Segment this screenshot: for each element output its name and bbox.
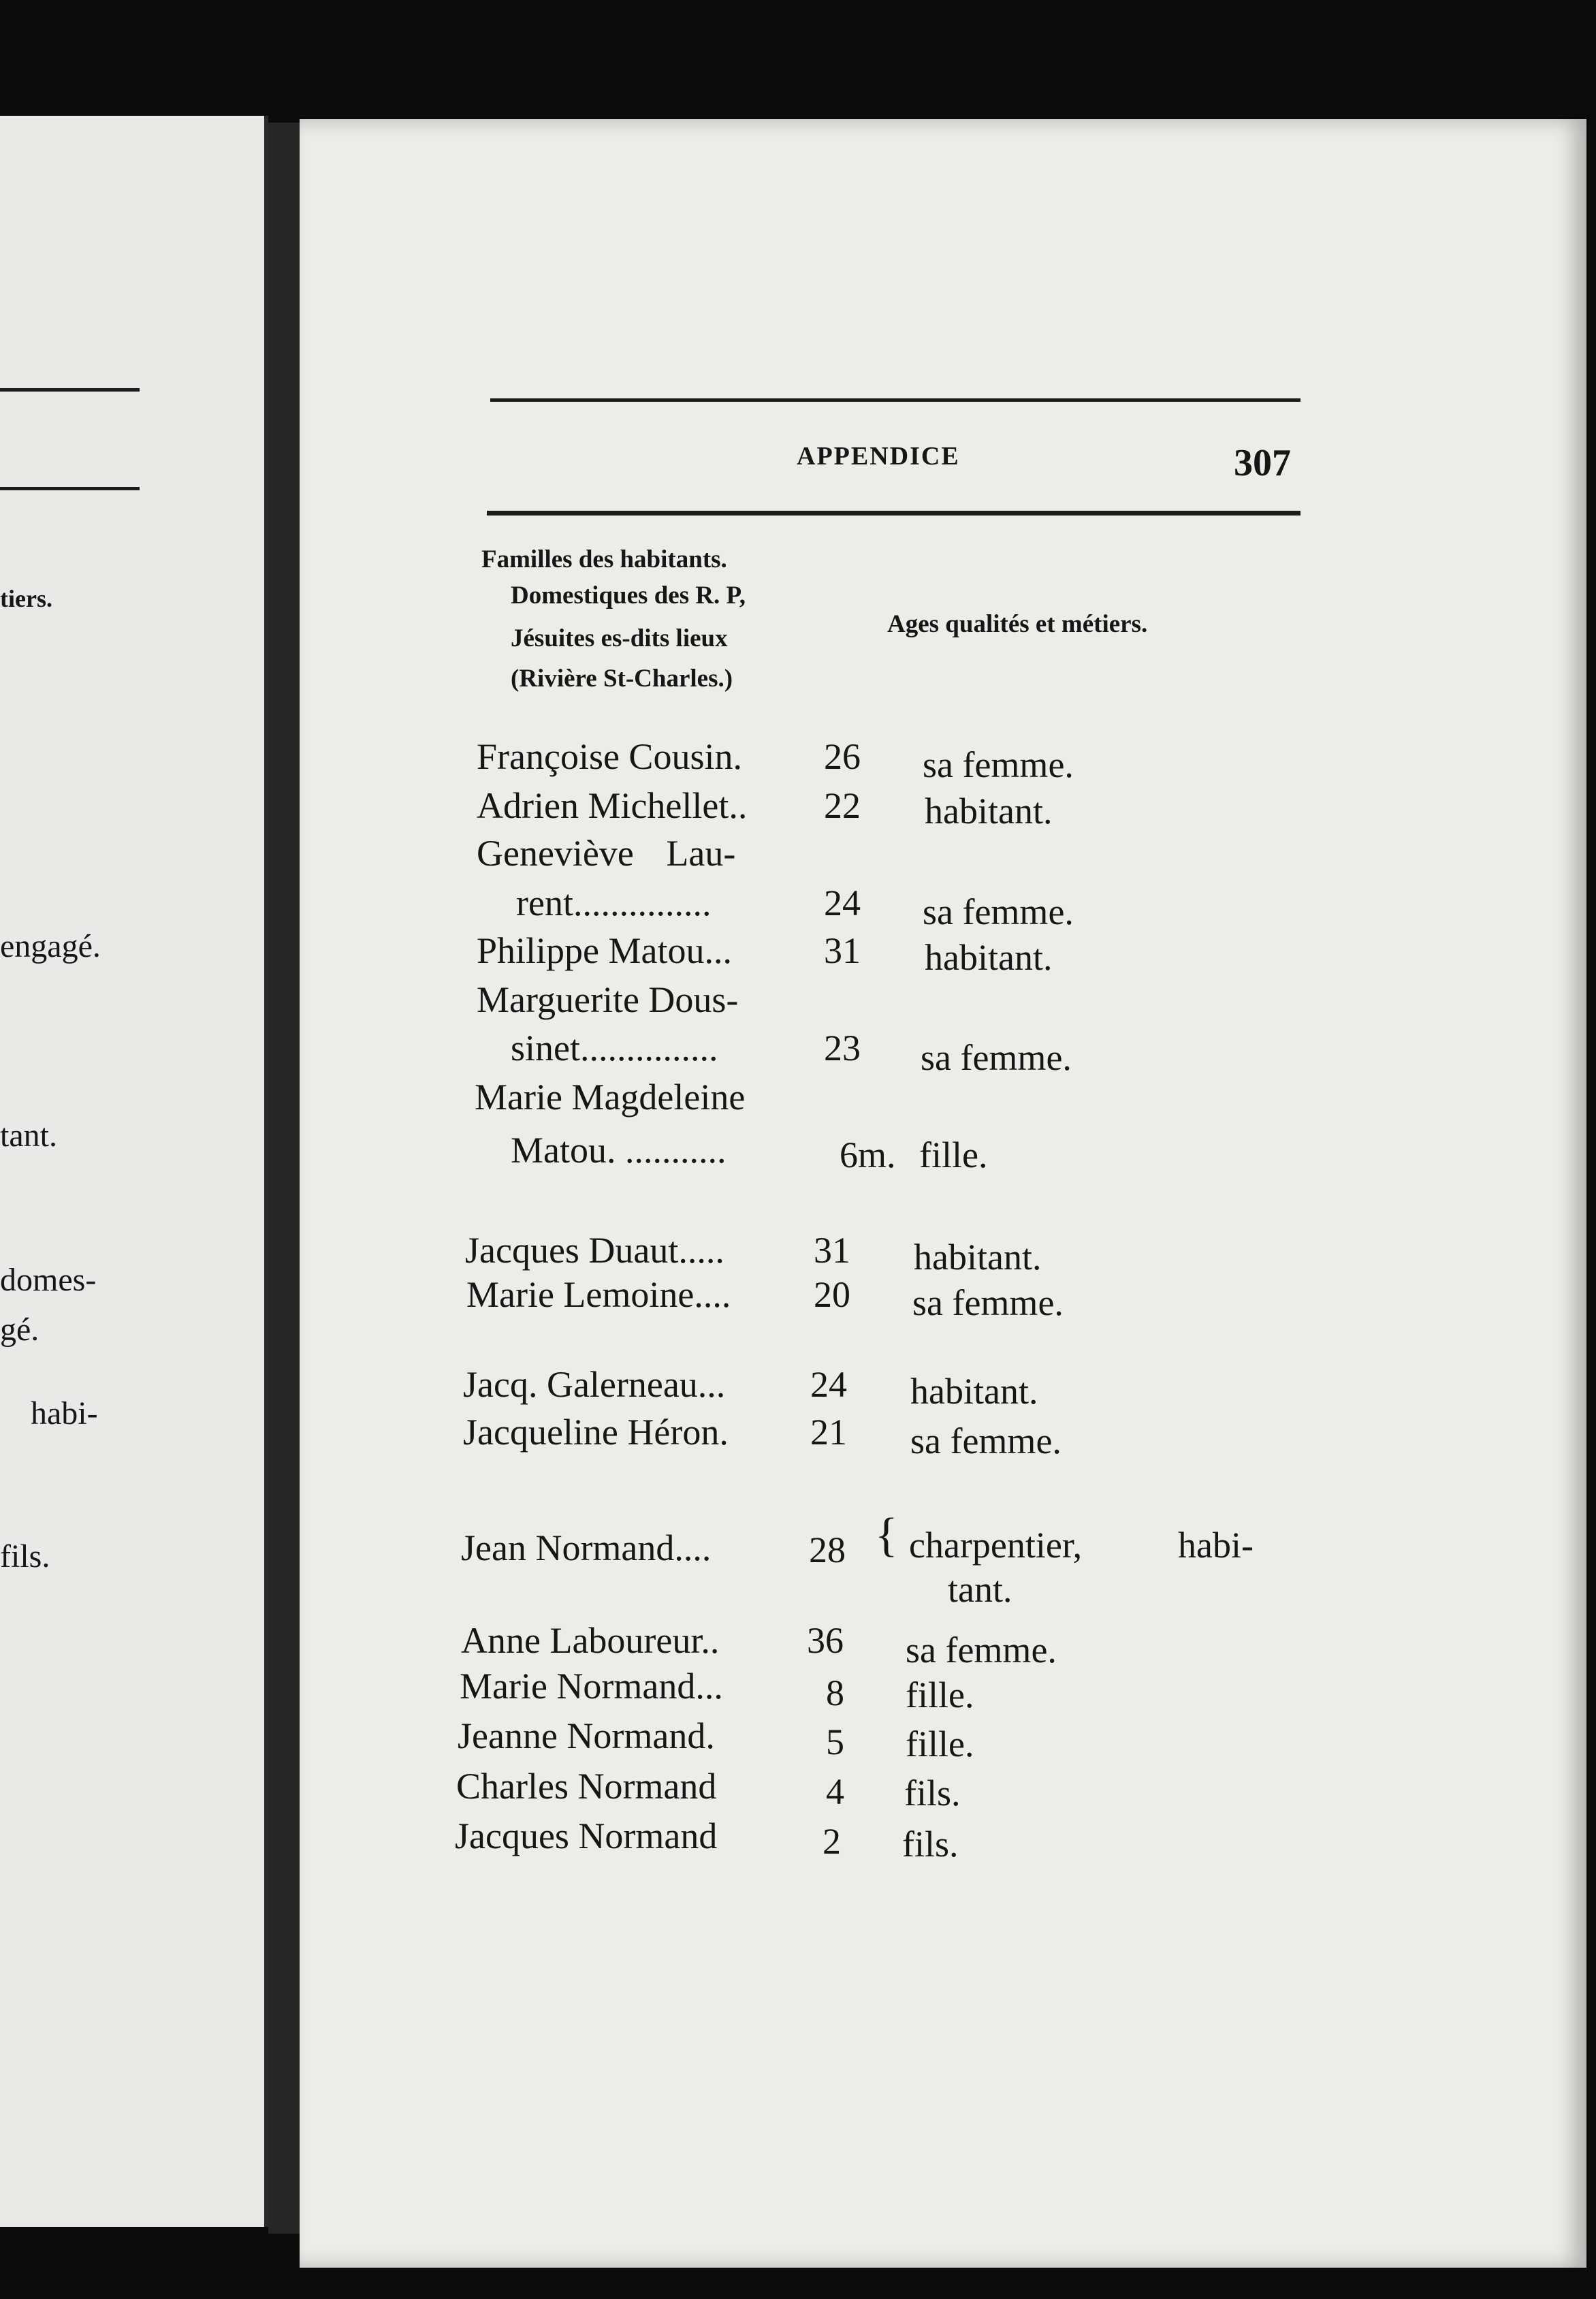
entry-name: Marie Normand... xyxy=(460,1666,723,1707)
left-page xyxy=(0,116,268,2227)
entry-age: 24 xyxy=(810,1364,847,1405)
families-heading-line: Domestiques des R. P, xyxy=(511,582,746,609)
ages-heading: Ages qualités et métiers. xyxy=(887,610,1148,638)
entry-name: rent............... xyxy=(516,883,712,923)
entry-age: 26 xyxy=(824,736,861,777)
entry-age: 5 xyxy=(826,1722,844,1762)
entry-name: Marie Magdeleine xyxy=(475,1077,746,1117)
left-rule-bottom xyxy=(0,487,140,490)
entry-name: Françoise Cousin. xyxy=(477,736,742,777)
entry-role: habitant. xyxy=(914,1237,1042,1278)
entry-name: Jean Normand.... xyxy=(461,1527,712,1568)
left-fragment: engagé. xyxy=(0,928,101,964)
entry-name: Marguerite Dous- xyxy=(477,979,739,1020)
entry-age: 36 xyxy=(807,1620,844,1661)
left-fragment: habi- xyxy=(31,1395,98,1431)
entry-role: sa femme. xyxy=(912,1282,1064,1323)
entry-role: sa femme. xyxy=(921,1037,1072,1078)
entry-role-continuation: tant. xyxy=(948,1569,1012,1610)
entry-role: habitant. xyxy=(925,791,1053,831)
entry-name: Marie Lemoine.... xyxy=(466,1274,731,1315)
entry-name: Anne Laboureur.. xyxy=(461,1620,720,1661)
brace-icon: { xyxy=(875,1509,898,1561)
left-fragment: tiers. xyxy=(0,585,52,612)
entry-role-extra: habi- xyxy=(1178,1525,1254,1566)
entry-age: 31 xyxy=(814,1230,850,1271)
entry-role: habitant. xyxy=(925,937,1053,978)
entry-role: sa femme. xyxy=(906,1630,1057,1670)
entry-role: fille. xyxy=(919,1135,988,1175)
entry-age: 23 xyxy=(824,1028,861,1068)
entry-role: charpentier, xyxy=(909,1525,1083,1566)
entry-name: Jacq. Galerneau... xyxy=(463,1364,726,1405)
entry-role: habitant. xyxy=(910,1371,1038,1412)
entry-age: 31 xyxy=(824,930,861,971)
entry-name: Jacques Duaut..... xyxy=(465,1230,724,1271)
entry-age: 20 xyxy=(814,1274,850,1315)
entry-name: Adrien Michellet.. xyxy=(477,785,748,826)
left-fragment: gé. xyxy=(0,1312,39,1348)
left-rule-top xyxy=(0,388,140,392)
entry-role: fille. xyxy=(906,1724,974,1764)
entry-name: Jeanne Normand. xyxy=(458,1715,715,1756)
entry-role: fils. xyxy=(904,1773,961,1813)
entry-age: 2 xyxy=(823,1821,841,1862)
entry-age: 8 xyxy=(826,1672,844,1713)
left-fragment: tant. xyxy=(0,1117,57,1154)
page-number: 307 xyxy=(1234,442,1291,484)
entry-role: sa femme. xyxy=(923,891,1074,932)
families-heading-line: Jésuites es-dits lieux xyxy=(511,624,728,652)
entry-name: Matou. ........... xyxy=(511,1130,727,1171)
entry-role: fils. xyxy=(902,1824,959,1865)
entry-role: fille. xyxy=(906,1675,974,1715)
families-heading-line: Familles des habitants. xyxy=(481,545,727,573)
header-rule-top xyxy=(490,398,1300,402)
entry-age: 24 xyxy=(824,883,861,923)
entry-age: 21 xyxy=(810,1412,847,1453)
left-fragment: domes- xyxy=(0,1262,97,1298)
entry-name: Geneviève Lau- xyxy=(477,833,736,874)
entry-name: Philippe Matou... xyxy=(477,930,732,971)
entry-age: 4 xyxy=(826,1771,844,1812)
entry-name: Jacques Normand xyxy=(455,1816,718,1856)
entry-role: sa femme. xyxy=(923,744,1074,785)
running-head: APPENDICE xyxy=(797,442,960,471)
header-rule-bottom xyxy=(487,511,1300,516)
entry-age: 22 xyxy=(824,785,861,826)
entry-age: 28 xyxy=(809,1529,846,1570)
entry-role: sa femme. xyxy=(910,1421,1062,1461)
entry-name: Charles Normand xyxy=(456,1766,717,1807)
entry-name: sinet............... xyxy=(511,1028,718,1068)
families-heading-line: (Rivière St-Charles.) xyxy=(511,665,733,693)
entry-age: 6m. xyxy=(840,1135,896,1175)
entry-name: Jacqueline Héron. xyxy=(463,1412,729,1453)
left-fragment: fils. xyxy=(0,1538,50,1574)
